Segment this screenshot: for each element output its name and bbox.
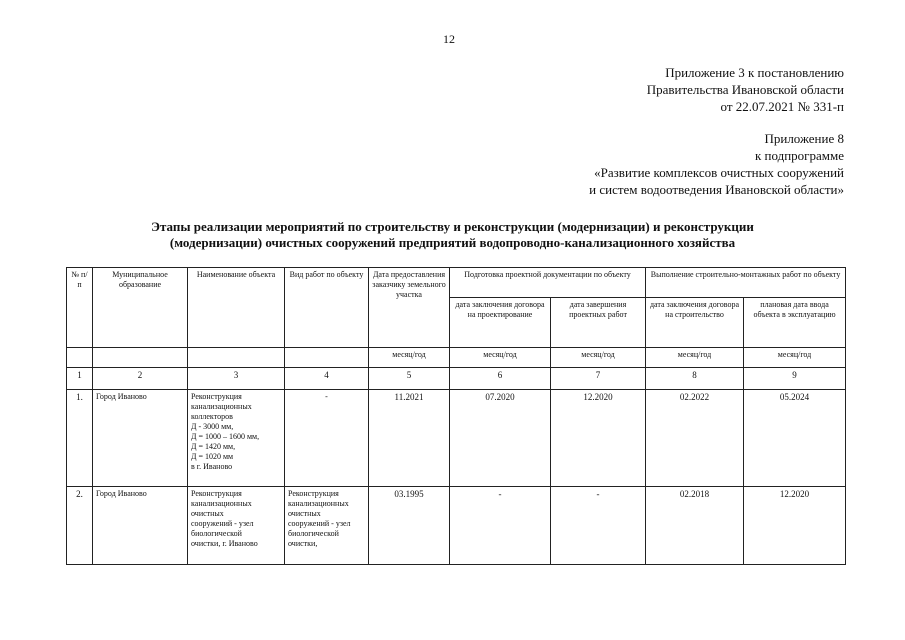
column-number: 7	[551, 368, 646, 390]
units-cell	[93, 348, 188, 368]
column-number: 6	[450, 368, 551, 390]
appendix-3-line: Правительства Ивановской области	[646, 82, 844, 97]
header-commission: плановая дата ввода объекта в эксплуатацию	[744, 298, 846, 348]
units-cell: месяц/год	[744, 348, 846, 368]
units-cell: месяц/год	[551, 348, 646, 368]
header-design-group: Подготовка проектной документации по объекту	[450, 268, 646, 298]
design-finish-cell: 12.2020	[551, 390, 646, 487]
header-build-contract: дата заключения договора на строительство	[646, 298, 744, 348]
object-line: Д = 1420 мм,	[191, 442, 236, 451]
column-number-row	[67, 368, 846, 390]
units-cell: месяц/год	[450, 348, 551, 368]
header-build-group: Выполнение строительно-монтажных работ по объекту	[646, 268, 846, 298]
object-line: Д = 1020 мм	[191, 452, 234, 461]
object-cell	[188, 487, 285, 565]
header-number: № п/п	[67, 268, 93, 348]
work-type-line: сооружений - узел	[288, 519, 351, 528]
object-line: в г. Иваново	[191, 462, 233, 471]
build-contract-cell: 02.2022	[646, 390, 744, 487]
work-type-line: очистных	[288, 509, 321, 518]
appendix-3-line: от 22.07.2021 № 331-п	[720, 99, 844, 114]
design-finish-cell: -	[551, 487, 646, 565]
row-number: 1.	[67, 390, 93, 487]
column-number: 8	[646, 368, 744, 390]
object-line: коллекторов	[191, 412, 233, 421]
units-row	[67, 348, 846, 368]
units-cell: месяц/год	[369, 348, 450, 368]
appendix-3-line: Приложение 3 к постановлению	[665, 65, 844, 80]
appendix-8-line: к подпрограмме	[754, 148, 844, 163]
header-object: Наименование объекта	[188, 268, 285, 348]
header-design-finish: дата завершения проектных работ	[551, 298, 646, 348]
table-row	[67, 487, 846, 565]
land-date-cell: 03.1995	[369, 487, 450, 565]
document-title	[60, 219, 845, 251]
work-type-line: Реконструкция	[288, 489, 339, 498]
column-number: 2	[93, 368, 188, 390]
design-contract-cell: 07.2020	[450, 390, 551, 487]
land-date-cell: 11.2021	[369, 390, 450, 487]
object-line: Д = 1000 – 1600 мм,	[191, 432, 260, 441]
object-line: Д - 3000 мм,	[191, 422, 234, 431]
column-number: 5	[369, 368, 450, 390]
object-line: канализационных	[191, 499, 252, 508]
header-municipality: Муниципальное образование	[93, 268, 188, 348]
appendix-8-line: Приложение 8	[764, 131, 844, 146]
row-number: 2.	[67, 487, 93, 565]
work-type-cell	[285, 487, 369, 565]
object-cell	[188, 390, 285, 487]
design-contract-cell: -	[450, 487, 551, 565]
appendix-8-reference	[589, 130, 844, 198]
column-number: 4	[285, 368, 369, 390]
header-design-contract: дата заключения договора на проектирование	[450, 298, 551, 348]
object-line: канализационных	[191, 402, 252, 411]
commission-cell: 05.2024	[744, 390, 846, 487]
title-line: Этапы реализации мероприятий по строительству и реконструкции (модернизации) и реконструкции	[151, 219, 754, 234]
object-line: очистных	[191, 509, 224, 518]
object-line: сооружений - узел	[191, 519, 254, 528]
object-line: Реконструкция	[191, 489, 242, 498]
work-type-cell: -	[285, 390, 369, 487]
work-type-line: канализационных	[288, 499, 349, 508]
appendix-8-line: «Развитие комплексов очистных сооружений	[594, 165, 844, 180]
municipality-cell: Город Иваново	[93, 390, 188, 487]
units-cell	[67, 348, 93, 368]
object-line: Реконструкция	[191, 392, 242, 401]
header-work-type: Вид работ по объекту	[285, 268, 369, 348]
header-land-date: Дата предоставления заказчику земельного участка	[369, 268, 450, 348]
object-line: очистки, г. Иваново	[191, 539, 258, 548]
municipality-cell: Город Иваново	[93, 487, 188, 565]
units-cell	[285, 348, 369, 368]
title-line: (модернизации) очистных сооружений предприятий водопроводно-канализационного хозяйства	[169, 235, 736, 250]
column-number: 1	[67, 368, 93, 390]
page-number: 12	[443, 32, 455, 46]
object-line: биологической	[191, 529, 242, 538]
units-cell	[188, 348, 285, 368]
build-contract-cell: 02.2018	[646, 487, 744, 565]
appendix-8-line: и систем водоотведения Ивановской области»	[589, 182, 844, 197]
stages-table	[66, 267, 846, 565]
column-number: 3	[188, 368, 285, 390]
header-row	[67, 268, 846, 298]
column-number: 9	[744, 368, 846, 390]
work-type-line: очистки,	[288, 539, 318, 548]
work-type-line: биологической	[288, 529, 339, 538]
commission-cell: 12.2020	[744, 487, 846, 565]
table-row	[67, 390, 846, 487]
appendix-3-reference	[647, 64, 844, 115]
units-cell: месяц/год	[646, 348, 744, 368]
